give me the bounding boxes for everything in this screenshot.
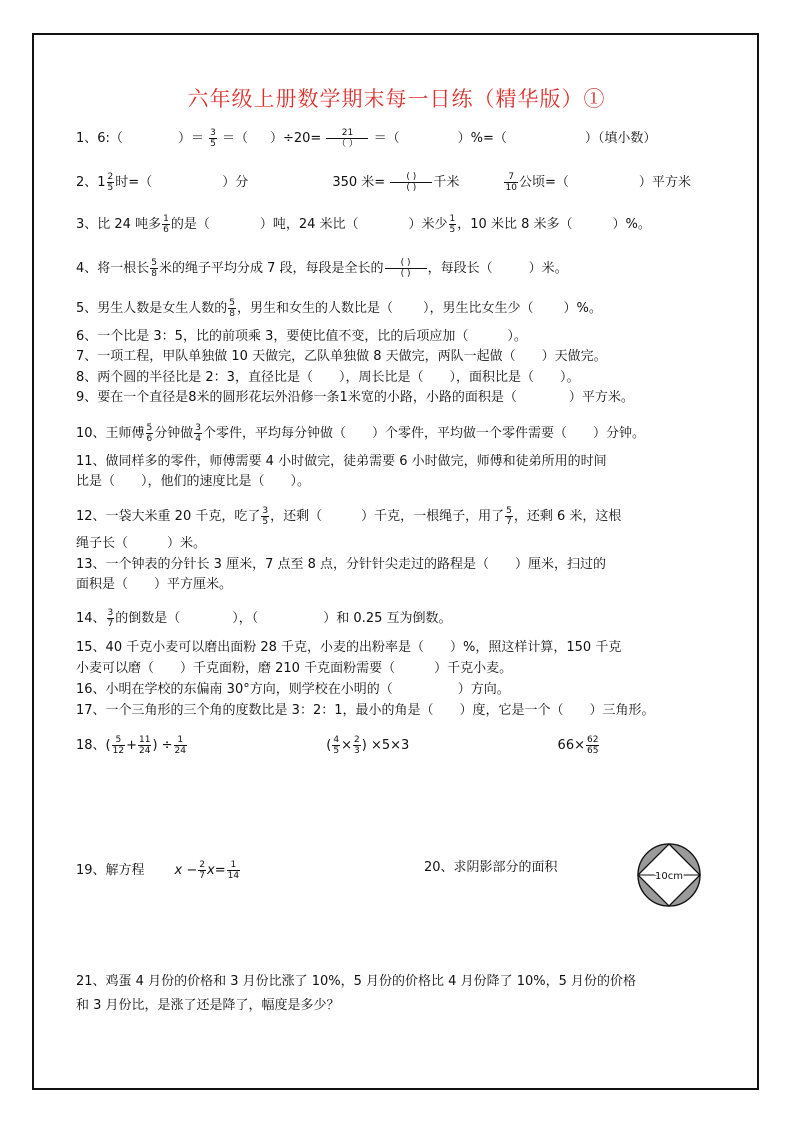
fraction — [586, 735, 599, 756]
fraction — [112, 735, 125, 756]
question-text: 公顷=（ — [518, 175, 569, 190]
fraction-numerator: 3 — [210, 128, 216, 138]
page-title: 六年级上册数学期末每一日练（精华版）① — [187, 87, 606, 111]
question-text: ）＝ — [177, 131, 204, 146]
fraction — [146, 423, 154, 444]
question-text: ) ×5×3 — [361, 738, 410, 753]
fraction-numerator: 2 — [107, 172, 114, 182]
question-text: ），男生比女生少（ — [423, 301, 534, 316]
fraction-numerator: 4 — [333, 735, 340, 745]
question-text: ）米少 — [408, 217, 448, 232]
fraction-denominator: 5 — [107, 183, 114, 193]
question-text: ，每段长（ — [427, 261, 493, 276]
fraction-numerator: ( ) — [390, 172, 432, 183]
shaded-area-figure — [629, 842, 709, 912]
fraction-numerator: 3 — [195, 423, 202, 433]
fraction-numerator: 3 — [107, 608, 114, 618]
question-text: x − — [174, 863, 198, 878]
question-text: ，还剩 6 米，这根 — [513, 509, 622, 524]
question-text: 3、比 24 吨多 — [76, 217, 162, 232]
fraction-numerator: 1 — [449, 214, 456, 224]
question-15-line-2: 小麦可以磨（ ）千克面粉，磨 210 千克面粉需要（ ）千克小麦。 — [76, 661, 513, 676]
fraction-denominator: 6 — [146, 434, 153, 444]
fraction-denominator: 14 — [227, 871, 240, 881]
fraction-numerator: 11 — [138, 735, 151, 745]
fraction-numerator: 1 — [163, 214, 169, 224]
question-20: 20、求阴影部分的面积 — [424, 860, 558, 875]
question-text: ＝（ — [373, 131, 400, 146]
fraction-denominator: 3 — [354, 746, 360, 756]
question-text: ）（填小数） — [584, 131, 657, 146]
fraction — [150, 258, 158, 279]
diameter-label: 10cm — [655, 871, 683, 882]
fraction-numerator: 62 — [586, 735, 599, 745]
question-text: ）米。 — [528, 261, 568, 276]
question-text: ，男生和女生的人数比是（ — [237, 301, 394, 316]
question-4 — [76, 258, 568, 279]
fraction-denominator: （ ） — [337, 139, 358, 149]
question-text: ，还剩（ ）千克，一根绳子，用了 — [270, 509, 505, 524]
fraction-denominator: 65 — [586, 746, 599, 756]
question-12-line-2: 绳子长（ ）米。 — [76, 536, 207, 551]
question-8: 8、两个圆的半径比是 2：3，直径比是（ ），周长比是（ ），面积比是（ ）。 — [76, 370, 580, 385]
fraction-denominator: 8 — [229, 309, 236, 319]
fraction — [138, 735, 151, 756]
fraction — [162, 214, 170, 235]
fraction — [194, 423, 202, 444]
fraction-numerator: 1 — [227, 860, 240, 871]
fraction-denominator: 24 — [174, 746, 186, 756]
fraction-numerator: 5 — [506, 506, 512, 516]
question-3 — [76, 214, 651, 235]
question-text: ( — [326, 738, 332, 753]
question-text: ，10 米比 8 米多（ — [457, 217, 573, 232]
question-text: 千米 — [433, 175, 460, 190]
question-text: ）%。 — [612, 217, 651, 232]
question-text: ）%=（ — [457, 131, 507, 146]
fraction — [332, 735, 340, 756]
fraction — [326, 128, 368, 149]
fraction-numerator: 7 — [504, 172, 517, 183]
question-9: 9、要在一个直径是8米的圆形花坛外沿修一条1米宽的小路，小路的面积是（ ）平方米。 — [76, 390, 634, 405]
question-text: 19、解方程 — [76, 863, 145, 878]
fraction — [107, 608, 115, 629]
question-15-line-1: 15、40 千克小麦可以磨出面粉 28 千克，小麦的出粉率是（ ）%，照这样计算，150 千克 — [76, 640, 622, 655]
question-text: ＝（ — [221, 131, 248, 146]
question-text: 12、一袋大米重 20 千克，吃了 — [76, 509, 261, 524]
fraction — [198, 860, 206, 881]
question-16: 16、小明在学校的东偏南 30°方向，则学校在小明的（ ）方向。 — [76, 682, 510, 697]
question-21-line-1: 21、鸡蛋 4 月份的价格和 3 月份比涨了 10%，5 月份的价格比 4 月份降了 10%，5 月份的价格 — [76, 974, 637, 989]
fraction-numerator: 2 — [199, 860, 205, 870]
question-2 — [76, 172, 691, 193]
question-11-line-1: 11、做同样多的零件，师傅需要 4 小时做完，徒弟需要 6 小时做完，师傅和徒弟所用的时间 — [76, 454, 607, 469]
question-13-line-1: 13、一个钟表的分针长 3 厘米，7 点至 8 点，分针针尖走过的路程是（ ）厘米，扫过的 — [76, 557, 607, 572]
question-6: 6、一个比是 3：5，比的前项乘 3，要使比值不变，比的后项应加（ ）。 — [76, 329, 527, 344]
fraction — [385, 258, 427, 279]
fraction-numerator: 2 — [354, 735, 360, 745]
question-text: 4、将一根长 — [76, 261, 150, 276]
question-text: ）%。 — [563, 301, 602, 316]
question-text: 的倒数是（ ），（ ）和 0.25 互为倒数。 — [115, 611, 452, 626]
fraction-denominator: 5 — [210, 139, 216, 149]
fraction — [227, 860, 240, 881]
fraction-denominator: 5 — [449, 225, 456, 235]
question-text: 10、王师傅 — [76, 426, 145, 441]
question-text: 2、1 — [76, 175, 106, 190]
question-12 — [76, 506, 621, 527]
question-11-line-2: 比是（ ），他们的速度比是（ ）。 — [76, 474, 311, 489]
question-text: 分钟做 — [154, 426, 194, 441]
fraction — [107, 172, 115, 193]
fraction-denominator: ( ) — [400, 269, 411, 279]
question-text: 1、6:（ — [76, 131, 123, 146]
fraction-numerator: 5 — [146, 423, 153, 433]
question-19 — [76, 860, 241, 881]
fraction-denominator: ( ) — [406, 183, 417, 193]
fraction-denominator: 7 — [506, 517, 512, 527]
question-1 — [76, 128, 656, 149]
fraction — [261, 506, 269, 527]
fraction — [449, 214, 457, 235]
question-text: x= — [207, 863, 226, 878]
question-text: ) ÷ — [152, 738, 173, 753]
fraction-denominator: 5 — [262, 517, 269, 527]
question-17: 17、一个三角形的三个角的度数比是 3：2：1，最小的角是（ ）度，它是一个（ ）三角形。 — [76, 703, 655, 718]
fraction-denominator: 12 — [112, 746, 125, 756]
question-13-line-2: 面积是（ ）平方厘米。 — [76, 577, 233, 592]
question-text: 的是（ — [170, 217, 210, 232]
fraction-denominator: 24 — [138, 746, 151, 756]
question-text: 350 米= — [332, 175, 386, 190]
fraction-denominator: 5 — [333, 746, 340, 756]
fraction-numerator: 5 — [229, 298, 236, 308]
question-text: + — [126, 738, 137, 753]
fraction — [390, 172, 432, 193]
question-21-line-2: 和 3 月份比，是涨了还是降了，幅度是多少？ — [76, 998, 340, 1013]
fraction-numerator: ( ) — [385, 258, 427, 269]
fraction — [228, 298, 236, 319]
question-text: 个零件，平均每分钟做（ ）个零件，平均做一个零件需要（ ）分钟。 — [203, 426, 646, 441]
question-text: 66× — [557, 738, 585, 753]
question-5 — [76, 298, 602, 319]
question-text: 18、( — [76, 738, 111, 753]
fraction-denominator: 8 — [151, 269, 158, 279]
fraction-numerator: 1 — [174, 735, 187, 746]
fraction-denominator: 6 — [163, 225, 169, 235]
question-text: ）÷20= — [269, 131, 322, 146]
fraction — [174, 735, 187, 756]
fraction — [353, 735, 361, 756]
question-text: 5、男生人数是女生人数的 — [76, 301, 228, 316]
question-text: 米的绳子平均分成 7 段，每段是全长的 — [159, 261, 384, 276]
question-10 — [76, 423, 645, 444]
fraction-numerator: 21 — [326, 128, 368, 139]
fraction-denominator: 7 — [107, 619, 114, 629]
question-14 — [76, 608, 452, 629]
fraction-denominator: 4 — [195, 434, 202, 444]
question-text: ）平方米 — [638, 175, 691, 190]
fraction-numerator: 5 — [112, 735, 125, 746]
question-text: ）分 — [222, 175, 249, 190]
fraction-numerator: 3 — [262, 506, 269, 516]
question-18 — [76, 735, 600, 756]
fraction — [505, 506, 513, 527]
question-7: 7、一项工程，甲队单独做 10 天做完，乙队单独做 8 天做完，两队一起做（ ）天做完。 — [76, 349, 607, 364]
question-text: 14、 — [76, 611, 106, 626]
question-text: 时=（ — [115, 175, 153, 190]
fraction — [504, 172, 517, 193]
fraction-numerator: 5 — [151, 258, 158, 268]
fraction — [209, 128, 217, 149]
question-text: × — [341, 738, 352, 753]
question-text: ）吨，24 米比（ — [259, 217, 359, 232]
fraction-denominator: 10 — [505, 183, 517, 193]
fraction-denominator: 7 — [199, 871, 205, 881]
